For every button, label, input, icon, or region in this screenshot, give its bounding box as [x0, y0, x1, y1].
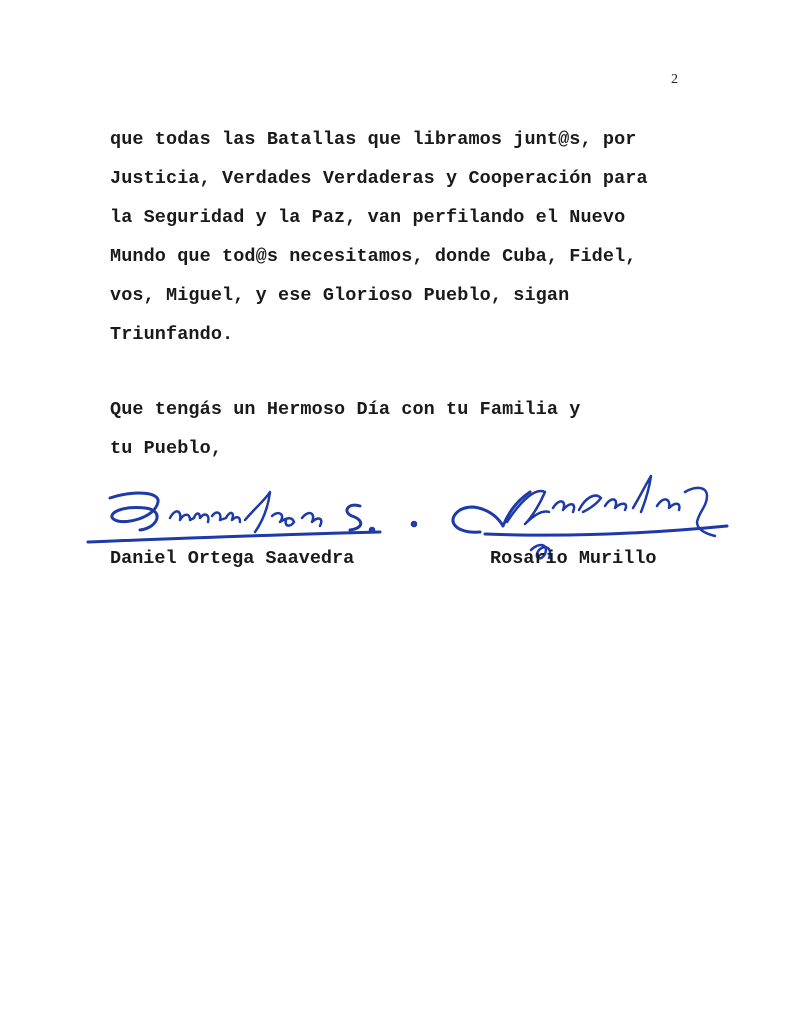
paragraph-line: Mundo que tod@s necesitamos, donde Cuba, Fidel,: [110, 246, 637, 267]
paragraph-line: vos, Miguel, y ese Glorioso Pueblo, sigan: [110, 285, 570, 306]
greeting-paragraph: [110, 390, 580, 468]
page-number: 2: [671, 72, 678, 87]
closing-paragraph: [110, 120, 648, 354]
paragraph-line: Justicia, Verdades Verdaderas y Cooperación para: [110, 168, 648, 189]
left-signature-image: [80, 480, 430, 555]
signatory-name-right: Rosario Murillo: [490, 548, 657, 569]
paragraph-line: tu Pueblo,: [110, 438, 223, 459]
paragraph-line: que todas las Batallas que libramos junt@s, por: [110, 129, 637, 150]
signatory-name-left: Daniel Ortega Saavedra: [110, 548, 355, 569]
paragraph-line: Que tengás un Hermoso Día con tu Familia y: [110, 399, 581, 420]
paragraph-line: la Seguridad y la Paz, van perfilando el Nuevo: [110, 207, 626, 228]
paragraph-line: Triunfando.: [110, 324, 234, 345]
